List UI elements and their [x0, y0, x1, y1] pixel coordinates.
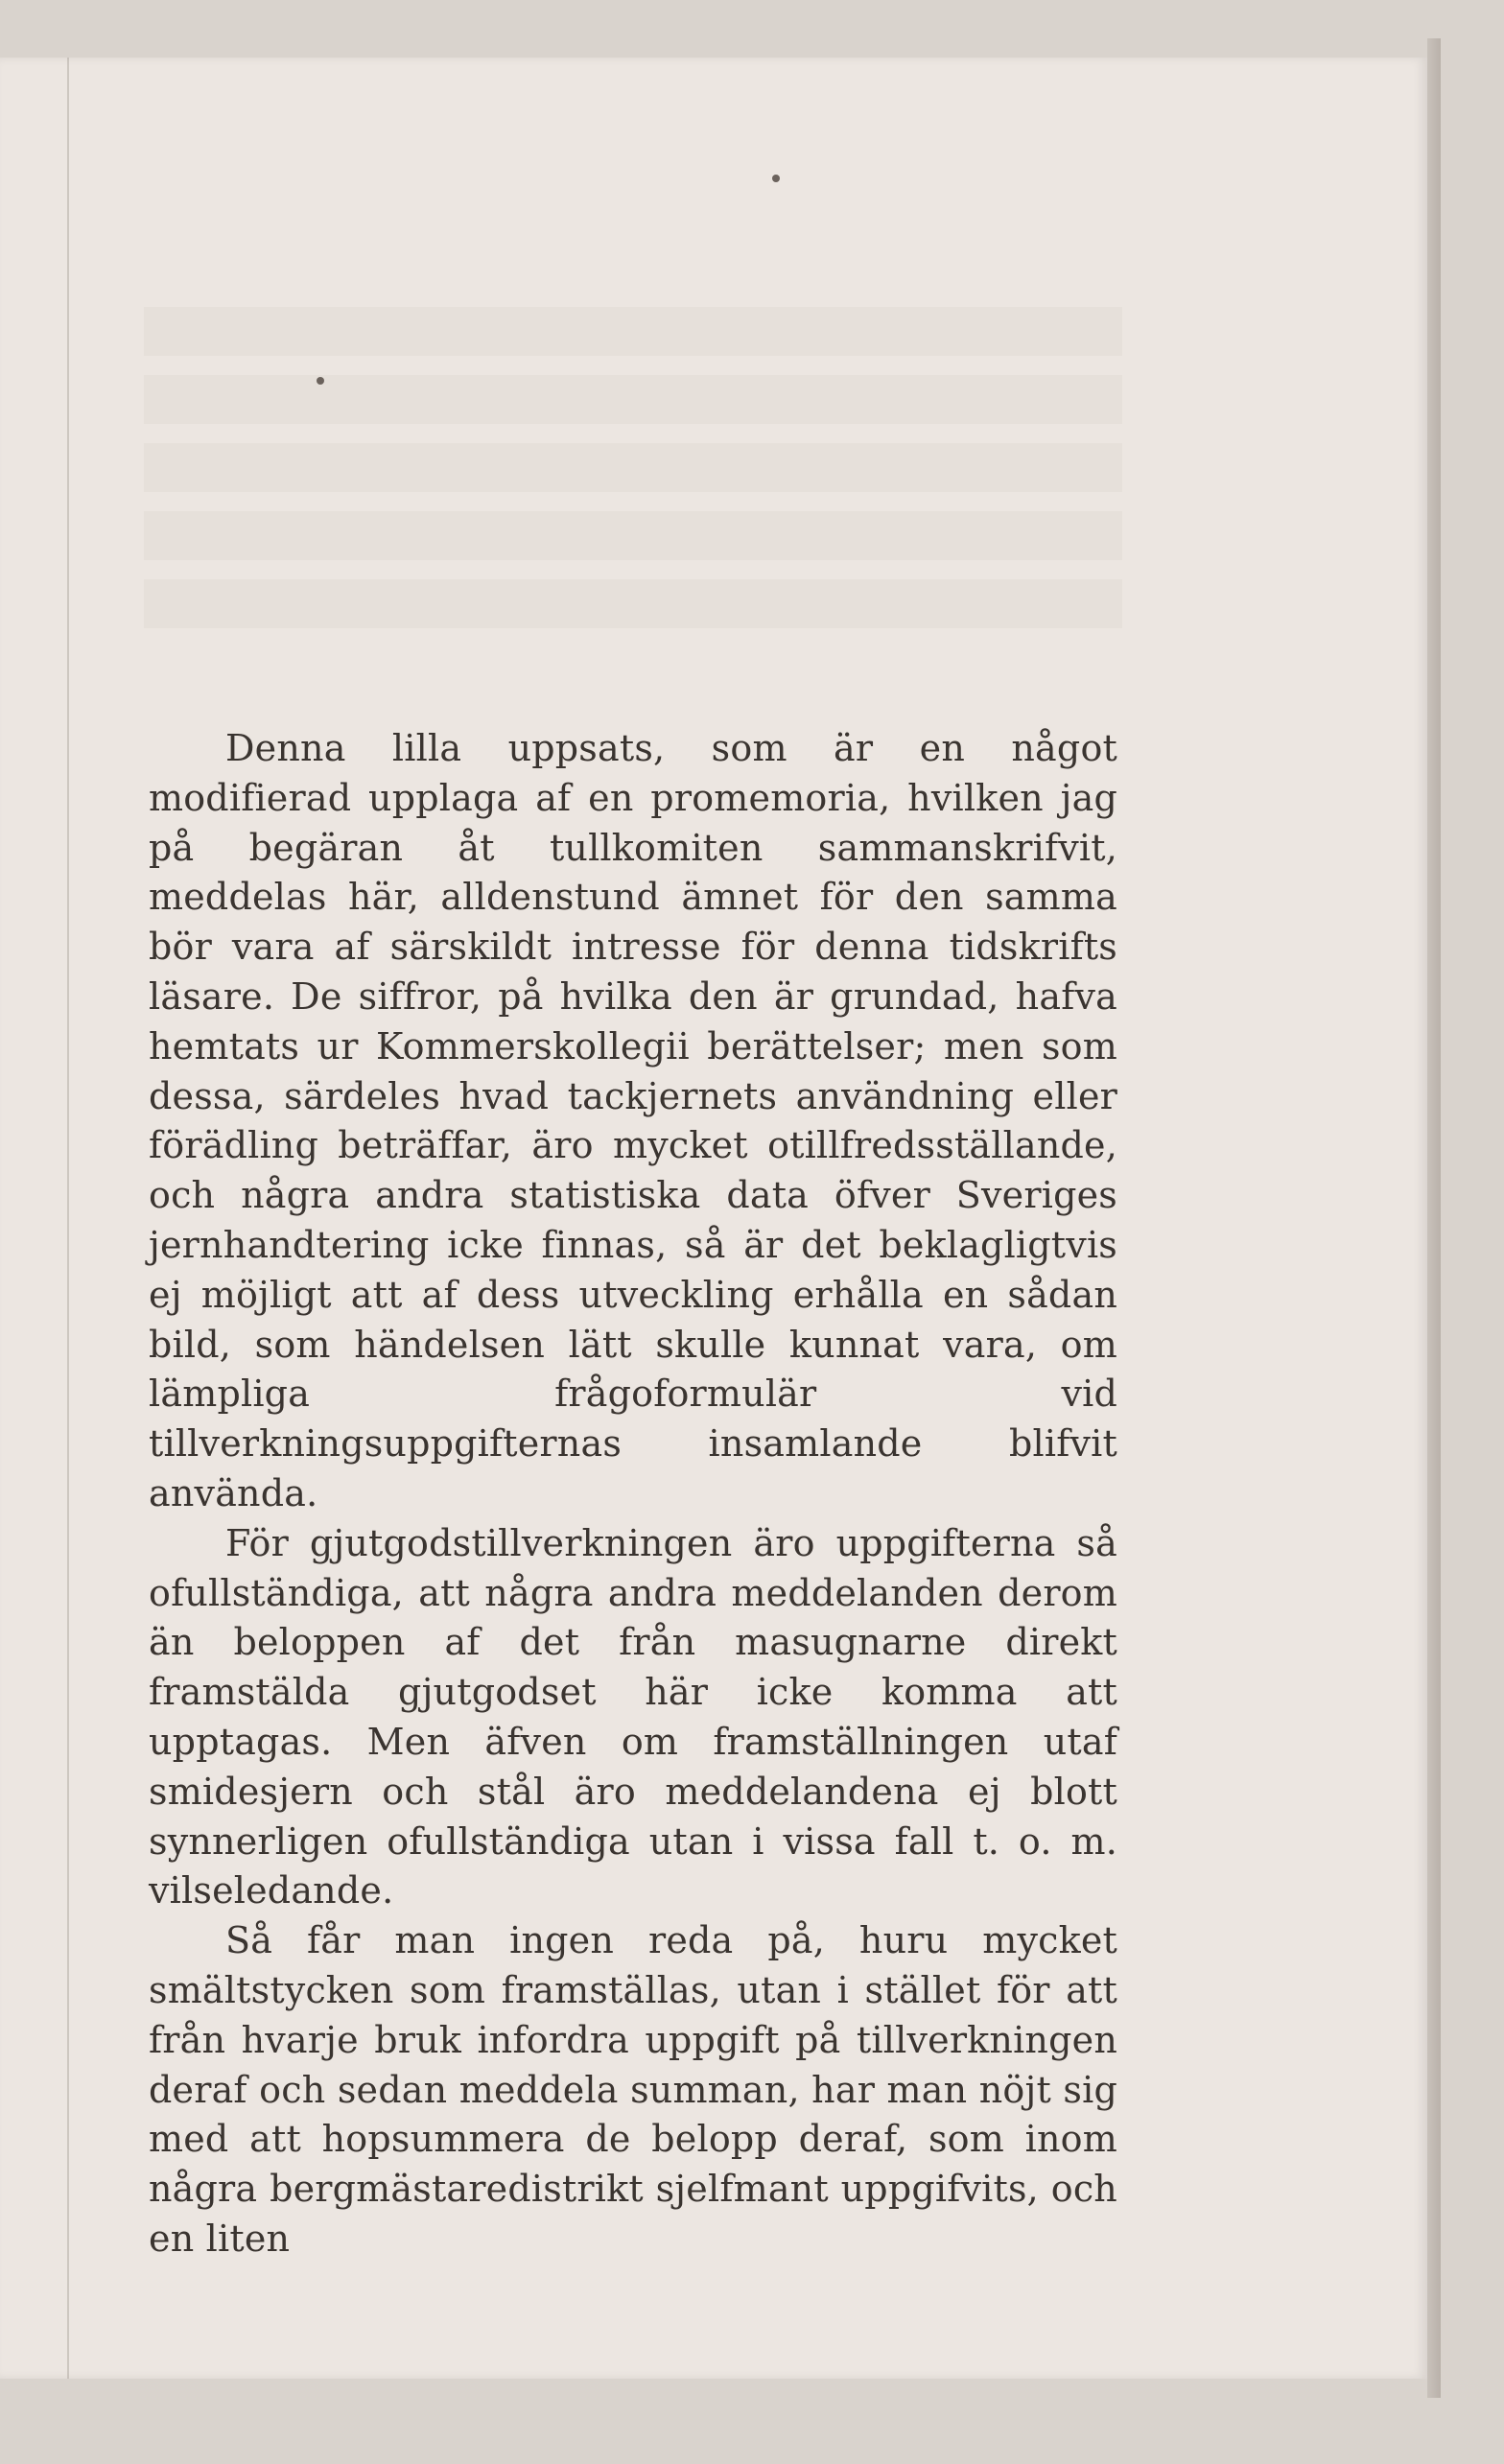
ink-speck	[772, 175, 780, 182]
page-fold-line	[67, 58, 69, 2379]
paragraph: Så får man ingen reda på, huru mycket smältstycken som framställas, utan i stället för att från hvarje bruk infordra uppgift på tillverkningen deraf och sedan meddela summan, har man nöjt sig med att hopsummera de belopp deraf, som inom några bergmästaredistrikt sjelfmant uppgifvits, och en liten	[149, 1919, 1117, 2260]
ink-speck	[317, 377, 324, 385]
paragraph: För gjutgodstillverkningen äro uppgifterna så ofullständiga, att några andra meddelanden derom än beloppen af det från masugnarne direkt framstälda gjutgodset här icke komma att upptagas. Men äfven om framställningen utaf smidesjern och stål äro meddelandena ej blott synnerligen ofullständiga utan i vissa fall t. o. m. vilseledande.	[149, 1521, 1117, 1913]
paragraph: Denna lilla uppsats, som är en något modifierad upplaga af en promemoria, hvilken jag på begäran åt tullkomiten sammanskrifvit, meddelas här, alldenstund ämnet för den samma bör vara af särskildt intresse för denna tidskrifts läsare. De siffror, på hvilka den är grundad, hafva hemtats ur Kommerskollegii berättelser; men som dessa, särdeles hvad tackjernets användning eller förädling beträffar, äro mycket otillfredsställande, och några andra statistiska data öfver Sveriges jernhandtering icke finnas, så är det beklagligtvis ej möjligt att af dess utveckling erhålla en sådan bild, som händelsen lätt skulle kunnat vara, om lämpliga frågoformulär vid tillverkningsuppgifternas insamlande blifvit använda.	[149, 727, 1117, 1514]
body-text	[149, 724, 1117, 2265]
page-edge	[1427, 38, 1441, 2398]
show-through-text	[144, 307, 1122, 710]
